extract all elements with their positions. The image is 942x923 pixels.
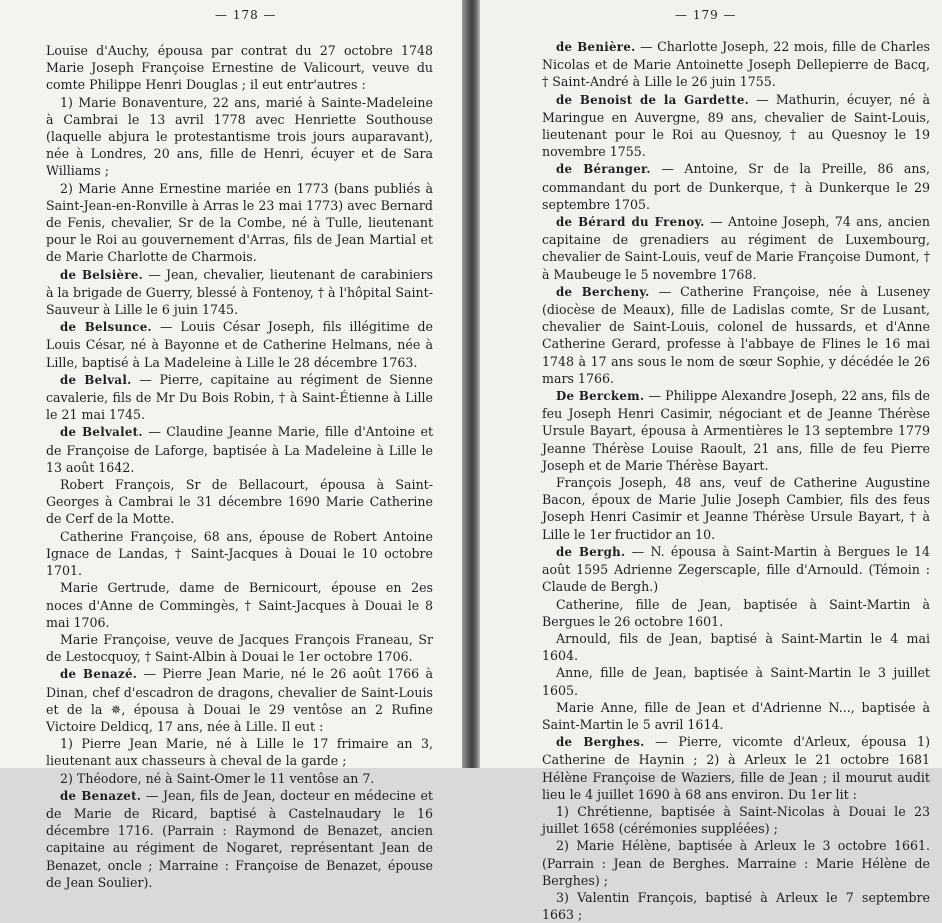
entry: François Joseph, 48 ans, veuf de Catherine Augustine Bacon, époux de Marie Julie Joseph Cambier, fils des feus Joseph Henri Casimir et Jeanne Thérèse Ursule Bayart, † à Lille le 1er fructidor an 10. (542, 475, 930, 542)
entry: de Béranger. — Antoine, Sr de la Preille, 86 ans, commandant du port de Dunkerque, † à Dunkerque le 29 septembre 1705. (542, 161, 930, 212)
entry: de Bergh. — N. épousa à Saint-Martin à Bergues le 14 août 1595 Adrienne Zegerscaple, fille d'Arnould. (Témoin : Claude de Bergh.) (542, 543, 931, 595)
entry: 2) Marie Hélène, baptisée à Arleux le 3 octobre 1661. (Parrain : Jean de Berghes. Marraine : Marie Hélène de Berghes) ; (542, 838, 930, 888)
entry-heading: de Belvalet. (60, 425, 143, 440)
entry-heading: de Belsière. (60, 267, 144, 282)
entry: de Belsière. — Jean, chevalier, lieutenant de carabiniers à la brigade de Guerry, blessé à Fontenoy, † à l'hôpital Saint-Sauveur à Lille le 6 juin 1745. (46, 266, 433, 318)
entry: Marie Gertrude, dame de Bernicourt, épouse en 2es noces d'Anne de Commingès, † Saint-Jacques à Douai le 8 mai 1706. (46, 580, 433, 630)
entry-heading: de Bérard du Frenoy. (556, 215, 705, 230)
entry: de Benazet. — Jean, fils de Jean, docteur en médecine et de Marie de Ricard, baptisé à Castelnaudary le 16 décembre 1716. (Parrain : Raymond de Benazet, ancien capitaine au régiment de Nogaret, représentant Jean de Benazet, oncle ; Marraine : Françoise de Benazet, épouse de Jean Soulier). (46, 787, 433, 890)
entry: Anne, fille de Jean, baptisée à Saint-Martin le 3 juillet 1605. (542, 665, 930, 698)
left-page-text (46, 42, 433, 891)
entry: de Benière. — Charlotte Joseph, 22 mois, fille de Charles Nicolas et de Marie Antoinette Joseph Dellepierre de Bacq, † Saint-André à Lille le 26 juin 1755. (542, 39, 930, 90)
entry: de Belsunce. — Louis César Joseph, fils illégitime de Louis César, né à Bayonne et de Catherine Helmans, née à Lille, baptisé à La Madeleine à Lille le 28 décembre 1763. (46, 319, 433, 370)
entry: Marie Anne, fille de Jean et d'Adrienne N..., baptisée à Saint-Martin le 5 avril 1614. (542, 699, 930, 732)
entry: 2) Théodore, né à Saint-Omer le 11 ventôse an 7. (60, 770, 375, 786)
right-page (480, 0, 942, 923)
right-page-text (542, 38, 930, 923)
left-page (0, 0, 462, 890)
entry: 1) Marie Bonaventure, 22 ans, marié à Sainte-Madeleine à Cambrai le 13 avril 1778 avec Henriette Southouse (laquelle abjura le protestantisme trois jours auparavant), née à Londres, 20 ans, fille de Henri, écuyer et de Sara Williams ; (46, 94, 433, 179)
entry-heading: de Belval. (60, 372, 132, 387)
entry-heading: de Benazé. (60, 667, 138, 682)
entry: 2) Marie Anne Ernestine mariée en 1773 (bans publiés à Saint-Jean-en-Ronville à Arras le 23 mai 1773) avec Bernard de Fenis, chevalier, Sr de la Combe, né à Tulle, lieutenant pour le Roi au gouvernement d'Arras, fils de Jean Martial et de Marie Charlotte de Charmois. (46, 180, 433, 265)
entry-heading: de Bergh. (556, 544, 626, 559)
entry: Louise d'Auchy, épousa par contrat du 27 octobre 1748 Marie Joseph Françoise Ernestine de Valicourt, veuve du comte Philippe Henri Douglas ; il eut entr'autres : (46, 43, 433, 93)
entry-heading: De Berckem. (556, 389, 645, 404)
entry: de Berghes. — Pierre, vicomte d'Arleux, épousa 1) Catherine de Haynin ; 2) à Arleux le 21 octobre 1681 Hélène Françoise de Waziers, fille de Jean ; il mourut audit lieu le 4 juillet 1690 à 68 ans environ. Du 1er lit : (542, 734, 930, 802)
entry: Marie Françoise, veuve de Jacques François Franeau, Sr de Lestocquoy, † Saint-Albin à Douai le 1er octobre 1706. (46, 631, 433, 665)
entry: de Belvalet. — Claudine Jeanne Marie, fille d'Antoine et de Françoise de Laforge, baptisée à La Madeleine à Lille le 13 août 1642. (46, 424, 433, 475)
page-number-right: — 179 — (675, 8, 737, 22)
entry-heading: de Benazet. (60, 788, 142, 803)
entry-heading: de Béranger. (556, 162, 651, 177)
entry: 1) Chrétienne, baptisée à Saint-Nicolas à Douai le 23 juillet 1658 (cérémonies suppléées) ; (542, 803, 930, 837)
entry: de Benazé. — Pierre Jean Marie, né le 26 août 1766 à Dinan, chef d'escadron de dragons, chevalier de Saint-Louis et de la ✵, épousa à Douai le 29 ventôse an 2 Rufine Victoire Deldicq, 17 ans, née à Lille. Il eut : (46, 666, 433, 734)
entry: de Benoist de la Gardette. — Mathurin, écuyer, né à Maringue en Auvergne, 89 ans, chevalier de Saint-Louis, lieutenant pour le Roi au Quesnoy, † au Quesnoy le 19 novembre 1755. (542, 91, 930, 160)
entry: Arnould, fils de Jean, baptisé à Saint-Martin le 4 mai 1604. (542, 630, 930, 664)
entry: Robert François, Sr de Bellacourt, épousa à Saint-Georges à Cambrai le 31 décembre 1690 Marie Catherine de Cerf de la Motte. (46, 477, 433, 527)
entry-heading: de Bercheny. (556, 284, 650, 299)
book-gutter (462, 0, 480, 768)
entry: de Bercheny. — Catherine Françoise, née à Luseney (diocèse de Meaux), fille de Ladislas comte, Sr de Lusant, chevalier de Saint-Louis, colonel de hussards, et d'Anne Catherine Gerard, professe à l'abbaye de Flines le 16 mai 1748 à 17 ans sous le nom de sœur Sophie, y décédée le 26 mars 1766. (542, 283, 931, 386)
entry: Catherine, fille de Jean, baptisée à Saint-Martin à Bergues le 26 octobre 1601. (542, 596, 930, 629)
entry-heading: de Berghes. (556, 735, 645, 750)
entry: de Belval. — Pierre, capitaine au régiment de Sienne cavalerie, fils de Mr Du Bois Robin, † à Saint-Étienne à Lille le 21 mai 1745. (46, 371, 433, 423)
entry: De Berckem. — Philippe Alexandre Joseph, 22 ans, fils de feu Joseph Henri Casimir, négociant et de Jeanne Thérèse Ursule Bayart, épousa à Armentières le 13 septembre 1779 Jeanne Thérèse Louise Raoult, 21 ans, fille de feu Pierre Joseph et de Marie Thérèse Bayart. (542, 388, 930, 473)
page-number-left: — 178 — (215, 8, 277, 22)
entry-heading: de Benière. (556, 40, 636, 54)
entry: 1) Pierre Jean Marie, né à Lille le 17 frimaire an 3, lieutenant aux chasseurs à cheval de la garde ; (46, 736, 433, 769)
entry: de Bérard du Frenoy. — Antoine Joseph, 74 ans, ancien capitaine de grenadiers au régiment de Luxembourg, chevalier de Saint-Louis, veuf de Marie Françoise Dumont, † à Maubeuge le 5 novembre 1768. (542, 214, 930, 282)
entry-heading: de Belsunce. (60, 320, 152, 335)
entry: 3) Valentin François, baptisé à Arleux le 7 septembre 1663 ; (542, 889, 930, 923)
entry: Catherine Françoise, 68 ans, épouse de Robert Antoine Ignace de Landas, † Saint-Jacques à Douai le 10 octobre 1701. (46, 528, 433, 579)
entry-heading: de Benoist de la Gardette. (556, 92, 750, 107)
